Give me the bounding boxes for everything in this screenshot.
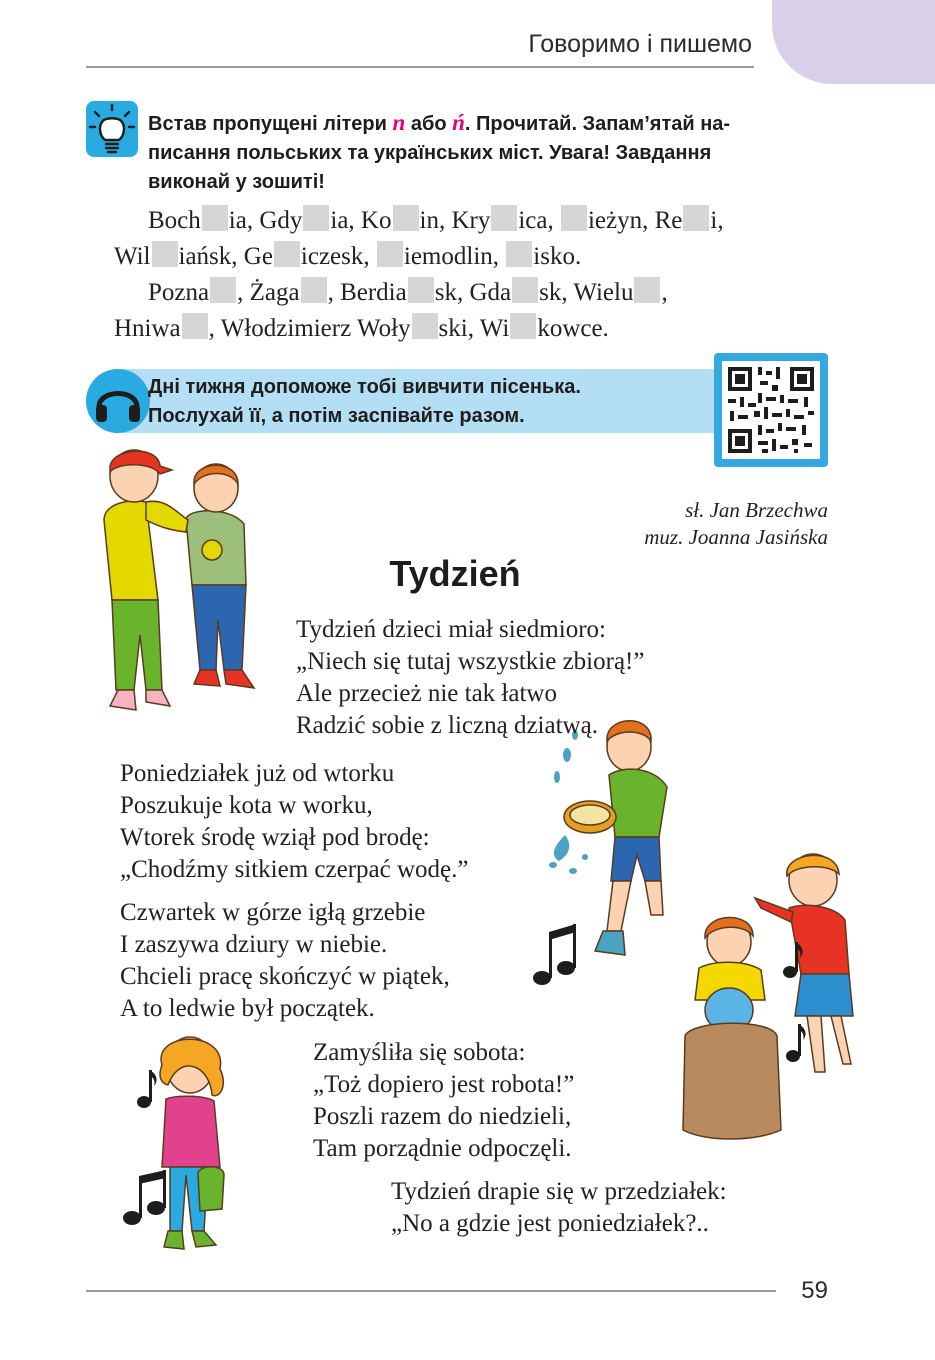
missing-letter-box[interactable] — [202, 205, 228, 231]
verse-line: Chcieli pracę skończyć w piątek, — [120, 963, 450, 990]
missing-letter-box[interactable] — [393, 205, 419, 231]
instruction-text: або — [405, 113, 453, 135]
instruction-text: . Прочитай. Запам’ятай на- — [464, 113, 731, 135]
instruction-text: Встав пропущені літери — [148, 113, 393, 135]
city-line — [114, 311, 609, 347]
missing-letter-box[interactable] — [510, 313, 536, 339]
letter-n-acute: ń — [452, 110, 465, 135]
music-note-icon — [780, 938, 806, 980]
section-corner-tab — [772, 0, 935, 84]
verse-line: Radzić sobie z liczną dziatwą. — [296, 712, 598, 739]
verse-line: A to ledwie był początek. — [120, 995, 375, 1022]
stanza-5 — [391, 1176, 727, 1240]
header-divider — [86, 66, 754, 68]
missing-letter-box[interactable] — [634, 277, 660, 303]
task-instruction-line-2: писання польських та українських міст. Увага! Завдання — [148, 142, 712, 164]
missing-letter-box[interactable] — [210, 277, 236, 303]
verse-line: „Toż dopiero jest robota!” — [313, 1071, 575, 1098]
missing-letter-box[interactable] — [274, 241, 300, 267]
music-note-icon — [136, 1066, 158, 1110]
task-instruction-line-1 — [148, 108, 828, 139]
verse-line: Ale przecież nie tak łatwo — [296, 680, 557, 707]
verse-line: Zamyśliła się sobota: — [313, 1039, 526, 1066]
verse-line: „Niech się tutaj wszystkie zbiorą!” — [296, 648, 645, 675]
missing-letter-box[interactable] — [152, 241, 178, 267]
verse-line: Tydzień drapie się w przedziałek: — [391, 1178, 727, 1205]
composer: muz. Joanna Jasińska — [644, 525, 828, 549]
verse-line: Wtorek środę wziął pod brodę: — [120, 824, 430, 851]
stanza-1 — [296, 614, 644, 742]
missing-letter-box[interactable] — [182, 313, 208, 339]
music-note-icon — [783, 1020, 809, 1064]
missing-letter-box[interactable] — [412, 313, 438, 339]
section-title: Говоримо і пишемо — [528, 30, 752, 58]
lyricist: sł. Jan Brzechwa — [685, 498, 828, 522]
headphones-icon[interactable] — [86, 369, 150, 433]
missing-letter-box[interactable] — [506, 241, 532, 267]
verse-line: Poniedziałek już od wtorku — [120, 760, 395, 787]
missing-letter-box[interactable] — [561, 205, 587, 231]
verse-line: Poszukuje kota w worku, — [120, 792, 373, 819]
song-task-line-1: Дні тижня допоможе тобі вивчити пісенька. — [148, 376, 581, 398]
missing-letter-box[interactable] — [683, 205, 709, 231]
lightbulb-icon — [86, 101, 138, 157]
page-number: 59 — [801, 1277, 828, 1304]
stanza-2 — [120, 758, 468, 886]
city-fragment: Pozna , Żaga , Berdia sk, Gda sk, Wielu , — [148, 279, 668, 306]
missing-letter-box[interactable] — [512, 277, 538, 303]
missing-letter-box[interactable] — [301, 277, 327, 303]
verse-line: I zaszywa dziury w niebie. — [120, 931, 388, 958]
verse-line: „No a gdzie jest poniedziałek?.. — [391, 1210, 709, 1237]
city-line — [148, 203, 828, 239]
missing-letter-box[interactable] — [377, 241, 403, 267]
children-with-cat-illustration — [665, 850, 880, 1150]
song-credits — [560, 497, 828, 551]
city-fragment: Wil iańsk, Ge iczesk, iemodlin, isko. — [114, 243, 582, 270]
music-note-icon — [120, 1168, 170, 1230]
verse-line: „Chodźmy sitkiem czerpać wodę.” — [120, 856, 469, 883]
footer-divider — [86, 1290, 776, 1292]
letter-n: n — [392, 110, 406, 135]
verse-line: Tam porządnie odpoczęli. — [313, 1135, 572, 1162]
city-fragment: Hniwa , Włodzimierz Woły ski, Wi kowce. — [114, 315, 609, 342]
song-task-instruction — [148, 373, 708, 431]
qr-code[interactable] — [722, 361, 820, 459]
verse-line: Poszli razem do niedzieli, — [313, 1103, 572, 1130]
task-instruction-line-3: виконай у зошиті! — [148, 171, 325, 193]
missing-letter-box[interactable] — [491, 205, 517, 231]
song-title: Tydzień — [389, 553, 521, 594]
task-instruction — [148, 108, 828, 197]
verse-line: Czwartek w górze igłą grzebie — [120, 899, 426, 926]
city-line — [148, 275, 828, 311]
city-line — [114, 239, 581, 275]
verse-line: Tydzień dzieci miał siedmioro: — [296, 616, 606, 643]
missing-letter-box[interactable] — [303, 205, 329, 231]
stanza-4 — [313, 1037, 574, 1165]
song-task-line-2: Послухай її, а потім заспівайте разом. — [148, 405, 525, 427]
two-boys-illustration — [96, 440, 266, 725]
missing-letter-box[interactable] — [408, 277, 434, 303]
music-note-icon — [530, 922, 580, 992]
city-fragment: Boch ia, Gdy ia, Ko in, Kry ica, ieżyn, Re i, — [148, 207, 724, 234]
stanza-3 — [120, 897, 450, 1025]
